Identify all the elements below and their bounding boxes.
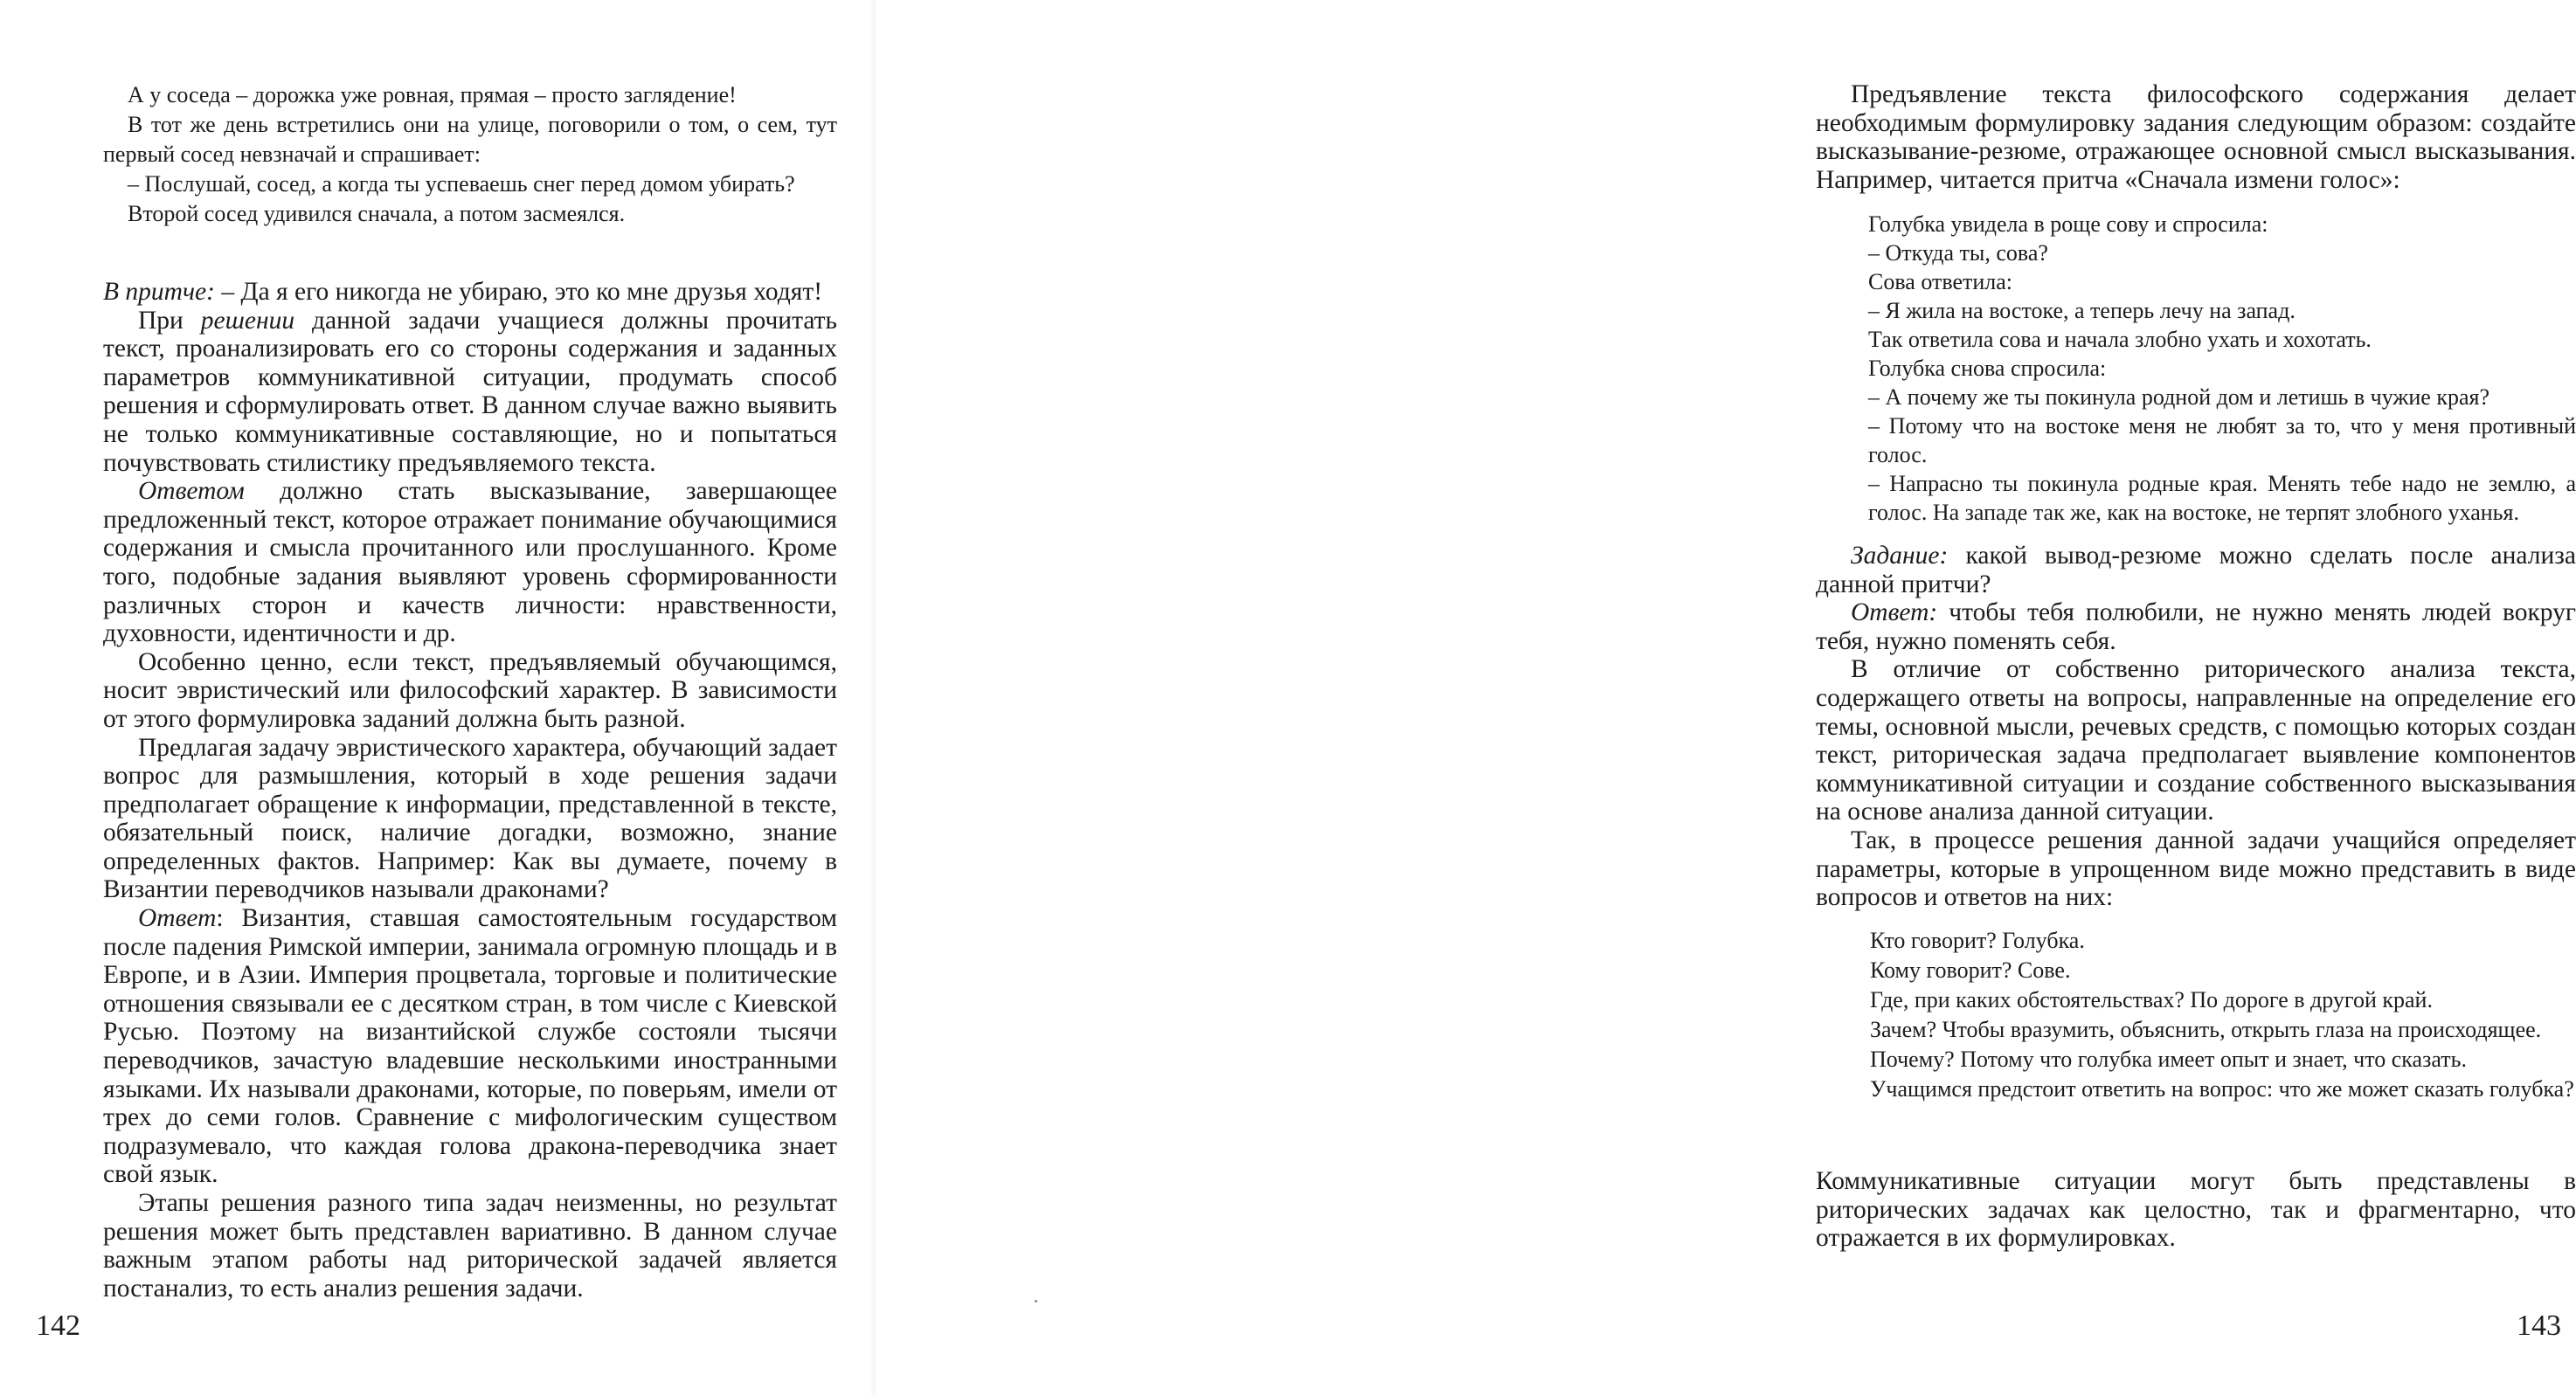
list-item: Кому говорит? Сове. — [1870, 957, 2071, 983]
emphasis: решении — [200, 306, 295, 335]
parable-line: – Потому что на востоке меня не любят за то, что у меня противный голос. — [1868, 413, 2576, 467]
paragraph — [103, 904, 837, 1189]
parable-line: А у соседа – дорожка уже ровная, прямая – просто заглядение! — [128, 82, 737, 107]
question-answer-list — [1835, 926, 2576, 1104]
list-item: Где, при каких обстоятельствах? По дороге в другой край. — [1870, 987, 2433, 1012]
emphasis: Ответ: — [1851, 598, 1938, 627]
right-parable — [1816, 210, 2576, 527]
paragraph — [1816, 598, 2576, 655]
right-closing-text — [1816, 1167, 2576, 1253]
emphasis: Ответ — [138, 904, 217, 933]
parable-line: Второй сосед удивился сначала, а потом засмеялся. — [128, 201, 626, 226]
paragraph: Предлагая задачу эвристического характера, обучающий задает вопрос для размышления, который в ходе решения задачи предполагает обращение к информации, представленной в тексте, обязательный поиск, наличие догадки, возможно, знание определенных фактов. Например: Как вы думаете, почему в Византии переводчиков называли драконами? — [103, 733, 837, 904]
page-number: 142 — [36, 1310, 80, 1342]
paragraph-text: данной задачи учащиеся должны прочитать текст, проанализировать его со стороны содержания и заданных параметров коммуникативной ситуации, продумать способ решения и сформулировать ответ. В данном случае важно выявить не только коммуникативные составляющие, но и попытаться почувствовать стилистику предъявляемого текста. — [103, 306, 838, 477]
paragraph-text: : Византия, ставшая самостоятельным государством после падения Римской империи, занимала огромную площадь и в Европе, и в Азии. Империя процветала, торговые и политические отношения связывали ее с десятком стран, в том числе с Киевской Русью. Поэтому на византийской службе состояли тысячи переводчиков, зачастую владевшие несколькими иностранными языками. Их называли драконами, которые, по поверьям, имели от трех до семи голов. Сравнение с мифологическим существом подразумевало, что каждая голова дракона-переводчика знает свой язык. — [103, 904, 837, 1189]
paragraph — [103, 477, 837, 648]
paragraph-text: должно стать высказывание, завершающее предложенный текст, которое отражает понимание обучающимися содержания и смысла прочитанного или прослушанного. Кроме того, подобные задания выявляют уровень сформированности различных сторон и качеств личности: нравственности, духовности, идентичности и др. — [103, 477, 837, 648]
paragraph: Предъявление текста философского содержания делает необходимым формулировку задания следующим образом: создайте высказывание-резюме, отражающее основной смысл высказывания. Например, читается притча «Сначала измени голос»: — [1816, 80, 2576, 194]
parable-line: – Откуда ты, сова? — [1868, 240, 2048, 266]
paragraph — [1816, 542, 2576, 598]
parable-line: Голубка снова спросила: — [1868, 356, 2107, 381]
parable-line: – Напрасно ты покинула родные края. Менять тебе надо не землю, а голос. На западе так же, как на востоке, не терпят злобного уханья. — [1868, 471, 2576, 525]
list-item: Почему? Потому что голубка имеет опыт и знает, что сказать. — [1870, 1047, 2467, 1072]
left-parable-excerpt — [103, 80, 837, 229]
paragraph: Так, в процессе решения данной задачи учащийся определяет параметры, которые в упрощенном виде можно представить в виде вопросов и ответов на них: — [1816, 826, 2576, 912]
paragraph: Особенно ценно, если текст, предъявляемый обучающимся, носит эвристический или философский характер. В зависимости от этого формулировка заданий должна быть разной. — [103, 647, 837, 733]
parable-line: – Послушай, сосед, а когда ты успеваешь снег перед домом убирать? — [128, 171, 795, 197]
parable-line: Голубка увидела в роще сову и спросила: — [1868, 211, 2268, 237]
parable-line: – А почему же ты покинула родной дом и летишь в чужие края? — [1868, 384, 2490, 410]
parable-line: – Я жила на востоке, а теперь лечу на запад. — [1868, 298, 2296, 323]
list-item: Кто говорит? Голубка. — [1870, 928, 2085, 953]
paragraph-text: – Да я его никогда не убираю, это ко мне друзья ходят! — [214, 278, 823, 306]
right-intro-text — [1816, 80, 2576, 194]
paragraph: Этапы решения разного типа задач неизменны, но результат решения может быть представлен вариативно. В данном случае важным этапом работы над риторической задачей является постанализ, то есть анализ решения задачи. — [103, 1189, 837, 1303]
emphasis: Задание: — [1851, 542, 1949, 570]
paragraph: Коммуникативные ситуации могут быть представлены в риторических задачах как целостно, так и фрагментарно, что отражается в их формулировках. — [1816, 1167, 2576, 1253]
page-number: 143 — [2517, 1310, 2561, 1342]
paragraph — [103, 307, 837, 478]
list-item: Зачем? Чтобы вразумить, объяснить, открыть глаза на происходящее. — [1870, 1017, 2542, 1042]
parable-line: Сова ответила: — [1868, 269, 2013, 294]
right-page — [874, 0, 2576, 1396]
right-body-text — [1816, 542, 2576, 912]
paragraph-text: какой вывод-резюме можно сделать после анализа данной притчи? — [1816, 542, 2576, 598]
paragraph-text: При — [138, 306, 201, 335]
paragraph-text: чтобы тебя полюбили, не нужно менять людей вокруг тебя, нужно поменять себя. — [1816, 598, 2576, 655]
paragraph — [103, 278, 837, 307]
paragraph: В отличие от собственно риторического анализа текста, содержащего ответы на вопросы, направленные на определение его темы, основной мысли, речевых средств, с помощью которых создан текст, риторическая задача предполагает выявление компонентов коммуникативной ситуации и создание собственного высказывания на основе анализа данной ситуации. — [1816, 655, 2576, 826]
emphasis: В притче: — [103, 278, 215, 306]
parable-line: Так ответила сова и начала злобно ухать и хохотать. — [1868, 327, 2372, 352]
print-speck — [1035, 1300, 1037, 1303]
list-item: Учащимся предстоит ответить на вопрос: что же может сказать голубка? — [1870, 1076, 2574, 1102]
parable-line: В тот же день встретились они на улице, поговорили о том, о сем, тут первый сосед невзначай и спрашивает: — [103, 112, 837, 167]
left-page — [0, 0, 874, 1396]
left-body-text — [103, 278, 837, 1303]
emphasis: Ответом — [138, 477, 245, 506]
